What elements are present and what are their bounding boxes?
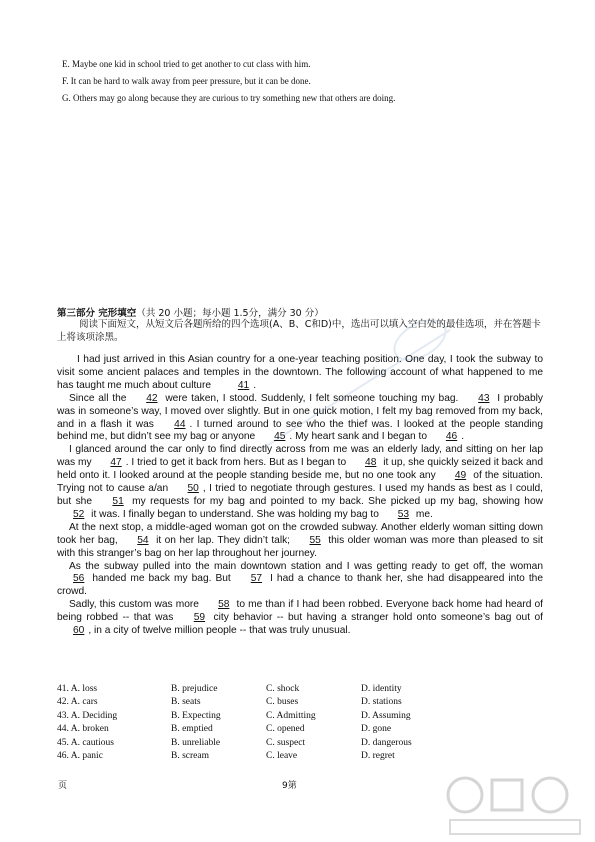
section-heading [57, 305, 324, 319]
option-f: F. It can be hard to walk away from peer pressure, but it can be done. [62, 76, 311, 86]
cloze-blank: 43 [478, 392, 490, 404]
passage-text: it was. I finally began to understand. She was holding my bag to [88, 508, 382, 520]
answer-choice: C. suspect [266, 737, 306, 748]
passage-text: I had a chance to thank her, she had disappeared into the crowd. [57, 573, 543, 598]
answer-choice: D. gone [361, 724, 392, 735]
answer-choice: D. dangerous [361, 737, 412, 748]
passage-text: At the next stop, a middle-aged woman got on the crowded subway. Another elderly woman sitting down took her bag, [57, 521, 543, 546]
answer-choice: B. seats [171, 697, 201, 708]
section-instruction: 阅读下面短文，从短文后各题所给的四个选项(A、B、C和D)中，选出可以填入空白处的最佳选项，并在答题卡上将该项涂黑。 [57, 319, 541, 343]
cloze-blank: 46 [445, 431, 458, 443]
passage-text: I probably was in someone’s way, I moved over slightly. But in one quick motion, I felt my bag removed from my back, and in a flash it was [57, 392, 543, 430]
answer-choice: D. stations [361, 697, 402, 708]
page-number: 9第 [282, 781, 297, 791]
cloze-blank: 57 [250, 573, 263, 585]
cloze-passage [57, 354, 543, 638]
answer-row [57, 696, 451, 709]
cloze-blank: 41 [237, 379, 250, 391]
answer-choice: 41. A. loss [57, 684, 98, 694]
answer-choice: 43. A. Deciding [57, 710, 118, 721]
answer-choice: 44. A. broken [57, 724, 109, 735]
cloze-blank: 53 [397, 508, 410, 520]
passage-paragraph [57, 354, 543, 393]
option-e: E. Maybe one kid in school tried to get another to cut class with him. [62, 59, 311, 69]
passage-paragraph [57, 599, 543, 638]
answer-choice: C. opened [266, 724, 305, 735]
answer-choice: C. Admitting [266, 710, 316, 721]
section-note: （共 20 小题；每小题 1.5分，满分 30 分） [136, 308, 324, 319]
answer-options [57, 683, 451, 763]
cloze-blank: 49 [454, 470, 467, 482]
passage-text: . [253, 379, 257, 391]
cloze-blank: 42 [146, 392, 158, 404]
passage-text: , in a city of twelve million people -- that was truly unusual. [88, 625, 351, 637]
answer-row [57, 723, 451, 736]
passage-text: were taken, I stood. Suddenly, I felt someone touching my bag. [161, 392, 463, 404]
answer-choice: B. emptied [171, 724, 213, 735]
passage-text: , I tried to negotiate through gestures. I used my hands as best as I could, but she [57, 483, 543, 507]
answer-choice: 42. A. cars [57, 697, 98, 708]
answer-choice: C. leave [266, 751, 298, 762]
cloze-blank: 58 [218, 599, 230, 611]
section-title: 第三部分 完形填空 [57, 308, 137, 319]
passage-paragraph [57, 393, 543, 445]
cloze-blank: 44 [174, 418, 186, 430]
answer-choice: B. scream [171, 751, 209, 762]
answer-choice: B. prejudice [171, 684, 218, 694]
answer-choice: D. identity [361, 684, 402, 694]
answer-choice: B. unreliable [171, 737, 221, 748]
passage-text: . I tried to get it back from hers. But as I began to [125, 457, 350, 469]
cloze-blank: 52 [73, 508, 85, 520]
cloze-blank: 60 [73, 625, 85, 637]
cloze-blank: 45 [274, 431, 286, 443]
passage-text: . My heart sank and I began to [289, 431, 430, 443]
answer-choice: C. shock [266, 684, 300, 694]
passage-paragraph [57, 444, 543, 521]
answer-row [57, 710, 451, 723]
passage-text: it on her lap. They didn’t talk; [152, 534, 294, 546]
cloze-blank: 50 [187, 483, 199, 495]
answer-row [57, 750, 451, 763]
passage-text: of the situation. Trying not to cause a/an [57, 470, 543, 495]
cloze-blank: 56 [73, 573, 85, 585]
footer-left: 页 [58, 781, 68, 791]
cloze-blank: 59 [193, 612, 206, 624]
cloze-blank: 54 [137, 534, 149, 546]
passage-text: Since all the [69, 392, 131, 404]
passage-text: me. [413, 508, 433, 520]
passage-text: . I turned around to see who the thief was. I looked at the people standing behind me, but didn’t see my bag or anyone [57, 418, 543, 443]
passage-text: I glanced around the car only to find directly across from me was an elderly lady, and sitting on her lap was my [57, 444, 543, 469]
answer-choice: 46. A. panic [57, 751, 103, 762]
passage-paragraph [57, 561, 543, 600]
passage-text: to me than if I had been robbed. Everyone back home had heard of being robbed -- that was [57, 599, 543, 624]
passage-text: handed me back my bag. But [88, 573, 235, 585]
cloze-blank: 47 [110, 457, 122, 469]
passage-text: As the subway pulled into the main downtown station and I was getting ready to get off, the woman [69, 560, 543, 572]
cloze-blank: 48 [365, 457, 377, 469]
option-g: G. Others may go along because they are curious to try something new that others are doing. [62, 93, 396, 103]
passage-text: this older woman was more than pleased to sit with this stranger’s bag on her lap throughout her journey. [57, 534, 543, 559]
answer-choice: C. buses [266, 697, 299, 708]
cloze-blank: 51 [112, 495, 124, 507]
cloze-blank: 55 [309, 534, 321, 546]
passage-text: Sadly, this custom was more [69, 599, 203, 611]
passage-paragraph [57, 522, 543, 561]
passage-text: city behavior -- but having a stranger hold onto someone’s bag out of [209, 612, 543, 624]
passage-text: I had just arrived in this Asian country for a one-year teaching position. One day, I took the subway to visit some ancient palaces and temples in the downtown. The following account of what happened to me has taught me much about culture [57, 354, 543, 391]
answer-choice: B. Expecting [171, 710, 221, 721]
answer-choice: D. Assuming [361, 710, 411, 721]
answer-row [57, 683, 451, 696]
logo-watermark [440, 770, 590, 840]
answer-choice: D. regret [361, 751, 395, 762]
answer-row [57, 737, 451, 750]
answer-choice: 45. A. cautious [57, 737, 114, 748]
passage-text: my requests for my bag and pointed to my back. She picked up my bag, showing how [127, 495, 543, 507]
passage-text: . [461, 431, 465, 443]
passage-text: it up, she quickly seized it back and held onto it. I looked around at the people standing beside me, but no one took any [57, 457, 544, 482]
